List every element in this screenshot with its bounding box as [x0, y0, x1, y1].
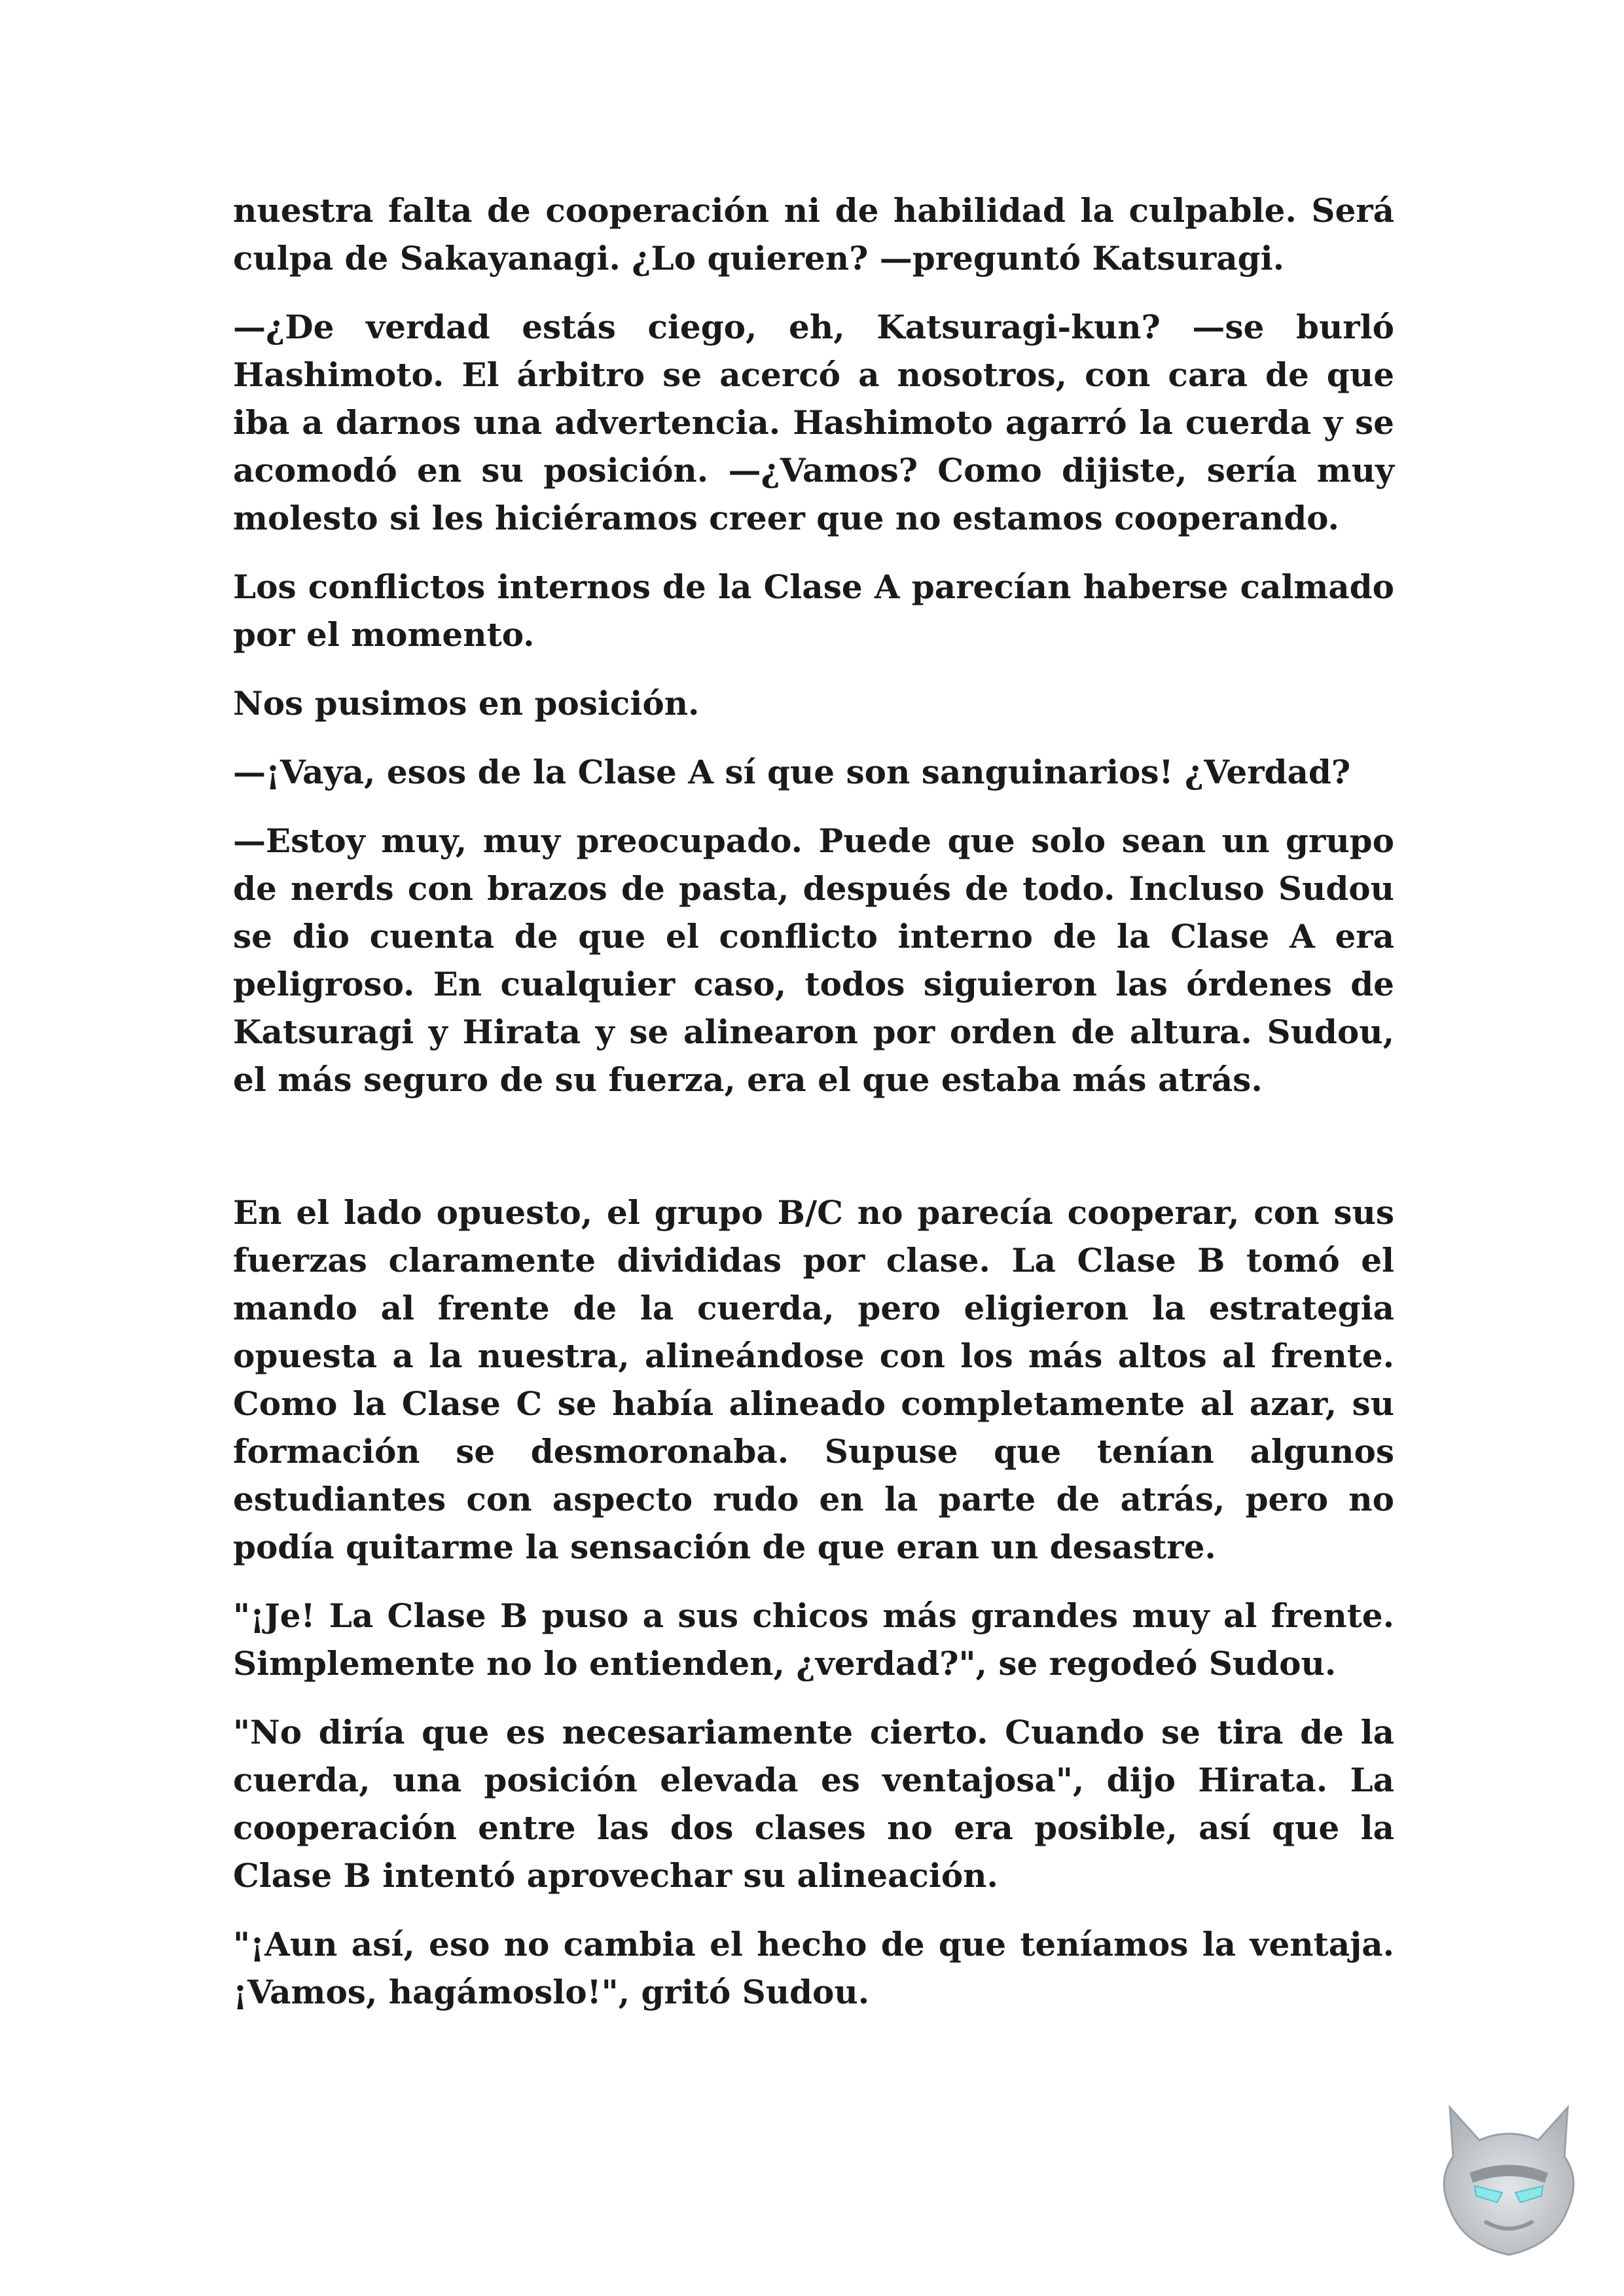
paragraph-10: "¡Aun así, eso no cambia el hecho de que teníamos la ventaja. ¡Vamos, hagámoslo!", gritó Sudou.	[233, 1925, 1394, 2011]
document-page	[233, 187, 1394, 2037]
paragraph-6: —Estoy muy, muy preocupado. Puede que solo sean un grupo de nerds con brazos de pasta, después de todo. Incluso Sudou se dio cuenta de que el conflicto interno de la Clase A era peligroso. En cualquier caso, todos siguieron las órdenes de Katsuragi y Hirata y se alinearon por orden de altura. Sudou, el más seguro de su fuerza, era el que estaba más atrás.	[233, 821, 1394, 1099]
paragraph-8: "¡Je! La Clase B puso a sus chicos más grandes muy al frente. Simplemente no lo entienden, ¿verdad?", se regodeó Sudou.	[233, 1596, 1394, 1683]
demon-head-logo-icon	[1424, 2094, 1594, 2265]
paragraph-3: Los conflictos internos de la Clase A parecían haberse calmado por el momento.	[233, 567, 1394, 654]
paragraph-4: Nos pusimos en posición.	[233, 684, 700, 723]
paragraph-7: En el lado opuesto, el grupo B/C no parecía cooperar, con sus fuerzas claramente divididas por clase. La Clase B tomó el mando al frente de la cuerda, pero eligieron la estrategia opuesta a la nuestra, alineándose con los más altos al frente. Como la Clase C se había alineado completamente al azar, su formación se desmoronaba. Supuse que tenían algunos estudiantes con aspecto rudo en la parte de atrás, pero no podía quitarme la sensación de que eran un desastre.	[233, 1193, 1394, 1566]
paragraph-2: —¿De verdad estás ciego, eh, Katsuragi-kun? —se burló Hashimoto. El árbitro se acercó a nosotros, con cara de que iba a darnos una advertencia. Hashimoto agarró la cuerda y se acomodó en su posición. —¿Vamos? Como dijiste, sería muy molesto si les hiciéramos creer que no estamos cooperando.	[233, 308, 1394, 537]
paragraph-5: —¡Vaya, esos de la Clase A sí que son sanguinarios! ¿Verdad?	[233, 753, 1351, 791]
paragraph-1: nuestra falta de cooperación ni de habilidad la culpable. Será culpa de Sakayanagi. ¿Lo quieren? —preguntó Katsuragi.	[233, 191, 1394, 278]
paragraph-9: "No diría que es necesariamente cierto. Cuando se tira de la cuerda, una posición elevada es ventajosa", dijo Hirata. La cooperación entre las dos clases no era posible, así que la Clase B intentó aprovechar su alineación.	[233, 1713, 1394, 1895]
